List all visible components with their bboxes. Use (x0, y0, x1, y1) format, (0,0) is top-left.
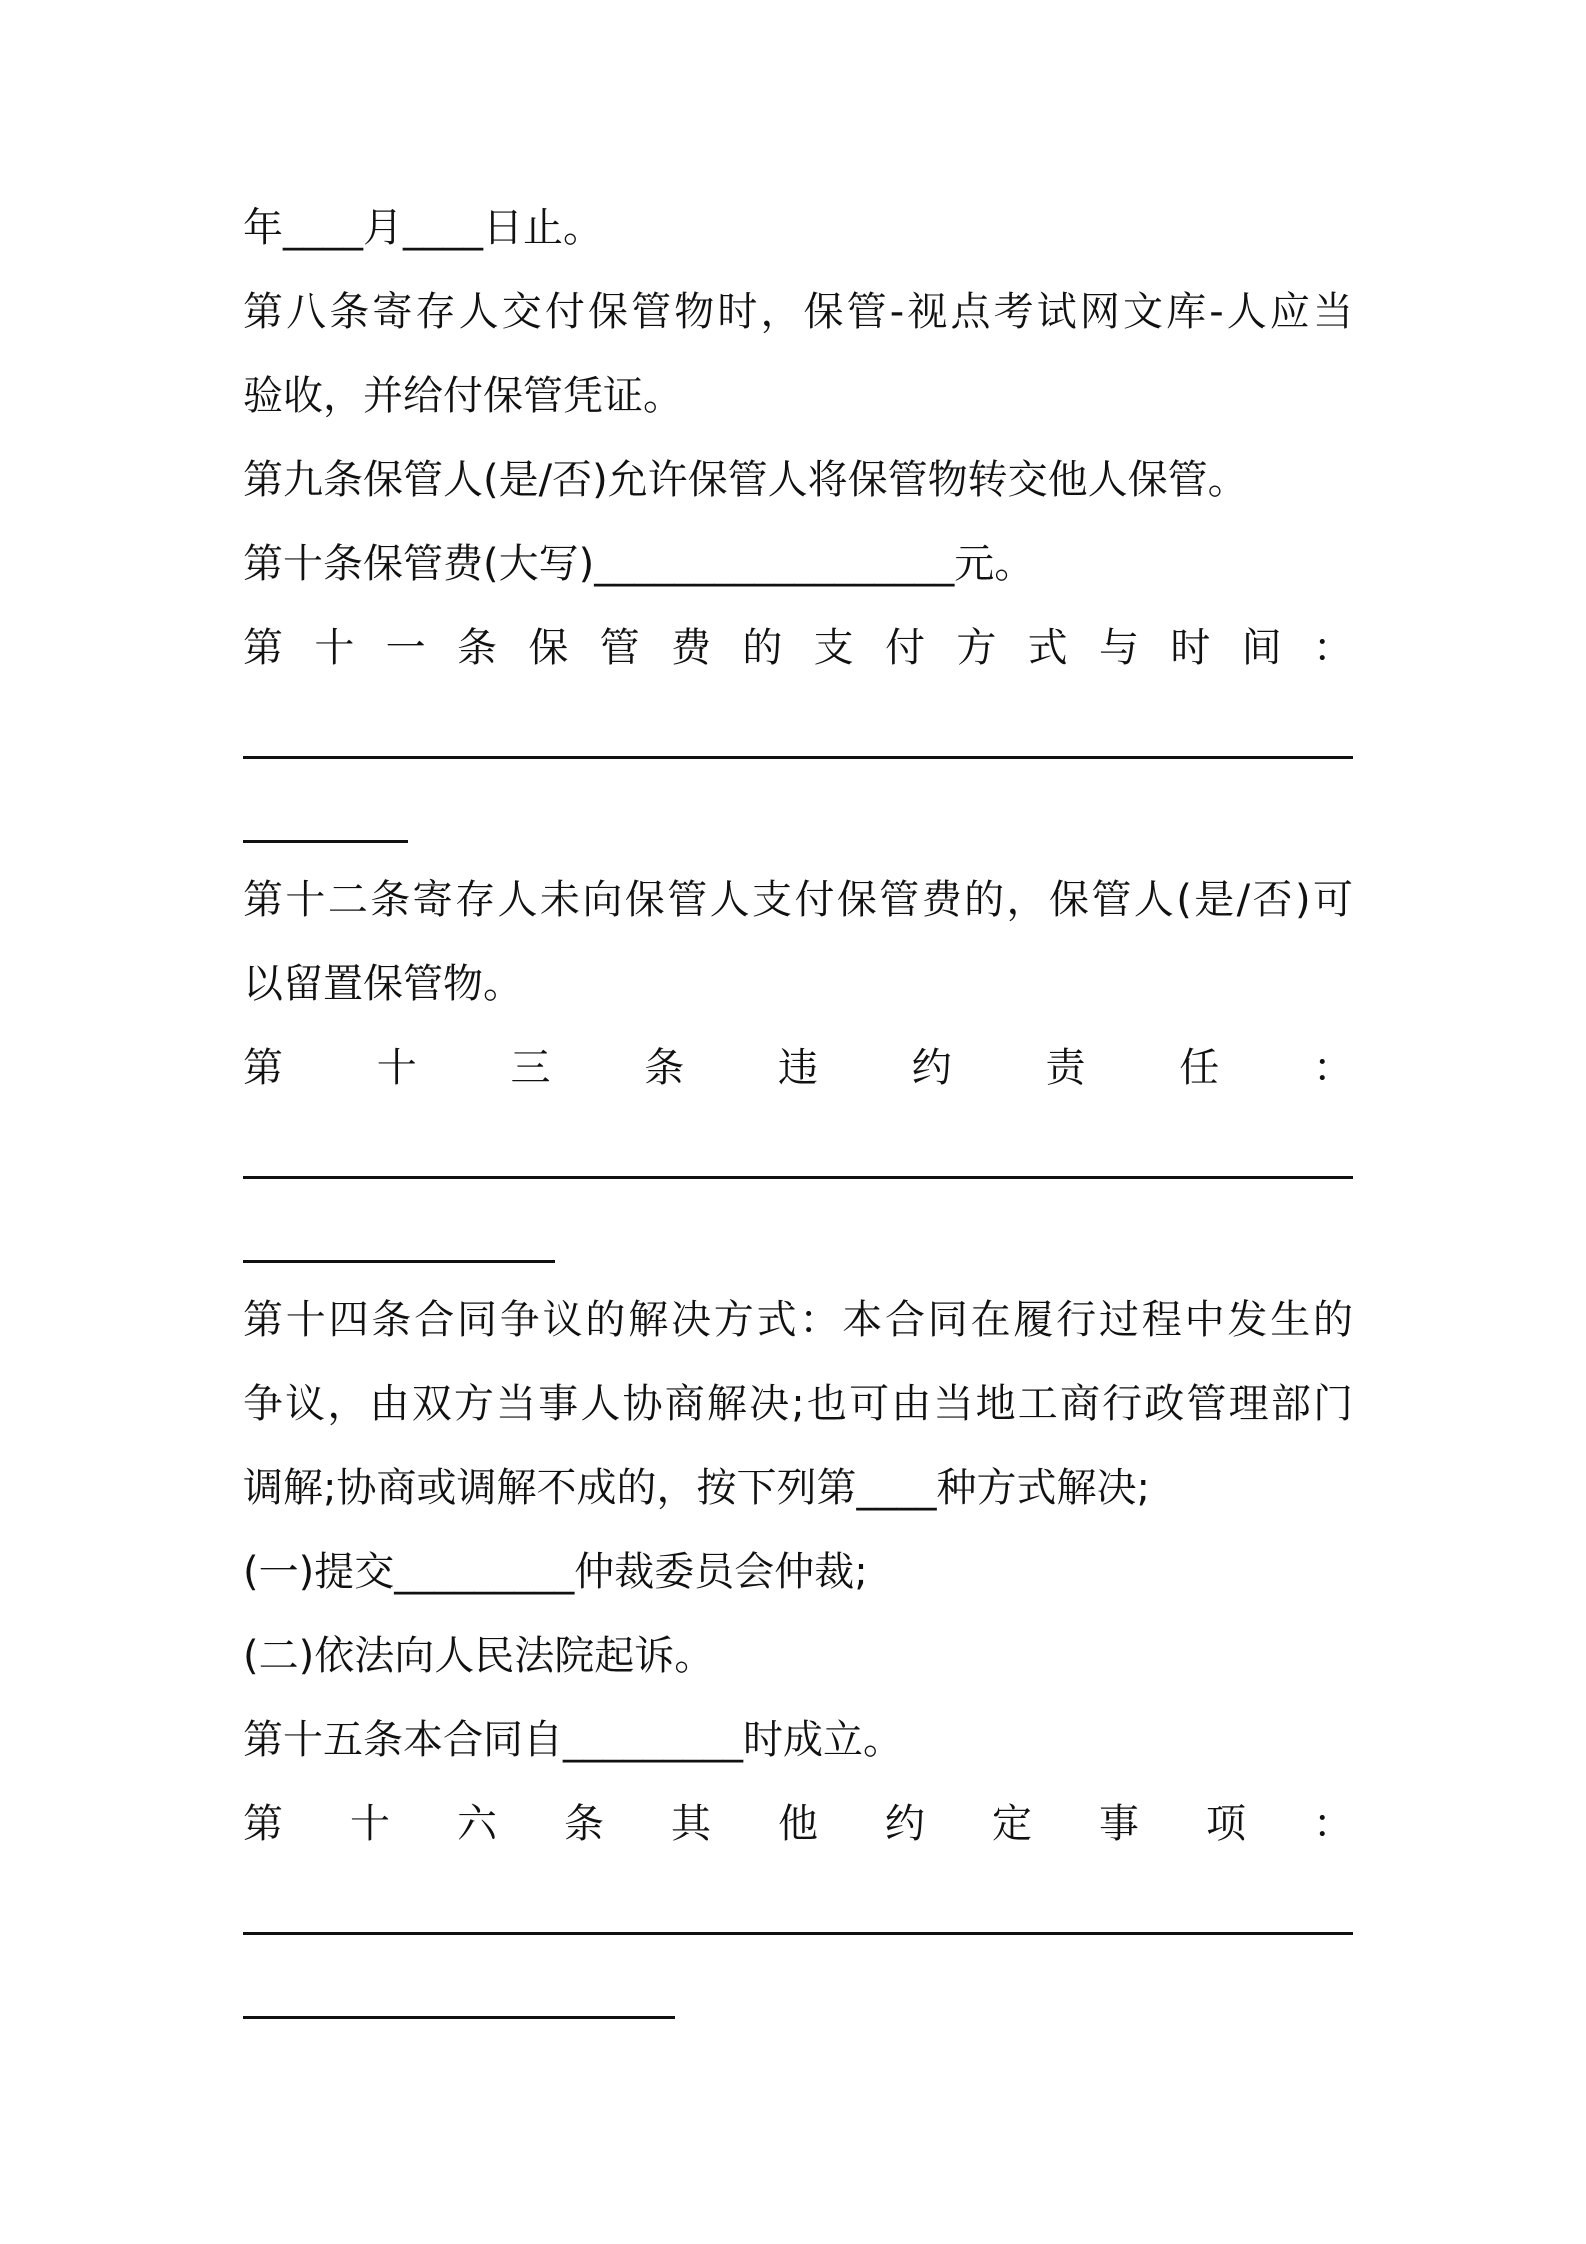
text-line-4: 第九条保管人(是/否)允许保管人将保管物转交他人保管。 (243, 457, 1248, 503)
text-line-1: 年____月____日止。 (243, 205, 603, 251)
text-line-2: 第八条寄存人交付保管物时，保管-视点考试网文库-人应当 (243, 289, 1353, 335)
clause-16-blank-line-1 (243, 1932, 1353, 1935)
text-line-12: 调解;协商或调解不成的，按下列第____种方式解决; (243, 1465, 1150, 1511)
text-line-14: (二)依法向人民法院起诉。 (243, 1633, 715, 1679)
clause-16-heading: 第十六条其他约定事项： (243, 1801, 1353, 1847)
clause-11-blank-line-1 (243, 756, 1353, 759)
document-page (243, 0, 1353, 2244)
clause-11-heading: 第十一条保管费的支付方式与时间： (243, 625, 1353, 671)
text-line-3: 验收，并给付保管凭证。 (243, 373, 683, 419)
text-line-13: (一)提交_________仲裁委员会仲裁; (243, 1549, 868, 1595)
clause-16-blank-line-2 (243, 2016, 675, 2019)
text-line-8: 以留置保管物。 (243, 961, 523, 1007)
text-line-11: 争议，由双方当事人协商解决;也可由当地工商行政管理部门 (243, 1381, 1353, 1427)
clause-11-blank-line-2 (243, 840, 408, 843)
text-line-7: 第十二条寄存人未向保管人支付保管费的，保管人(是/否)可 (243, 877, 1353, 923)
clause-13-blank-line-1 (243, 1176, 1353, 1179)
clause-13-blank-line-2 (243, 1260, 555, 1263)
clause-13-heading: 第十三条违约责任： (243, 1045, 1353, 1091)
text-line-10: 第十四条合同争议的解决方式：本合同在履行过程中发生的 (243, 1297, 1353, 1343)
text-line-5: 第十条保管费(大写)__________________元。 (243, 541, 1035, 587)
text-line-15: 第十五条本合同自_________时成立。 (243, 1717, 903, 1763)
